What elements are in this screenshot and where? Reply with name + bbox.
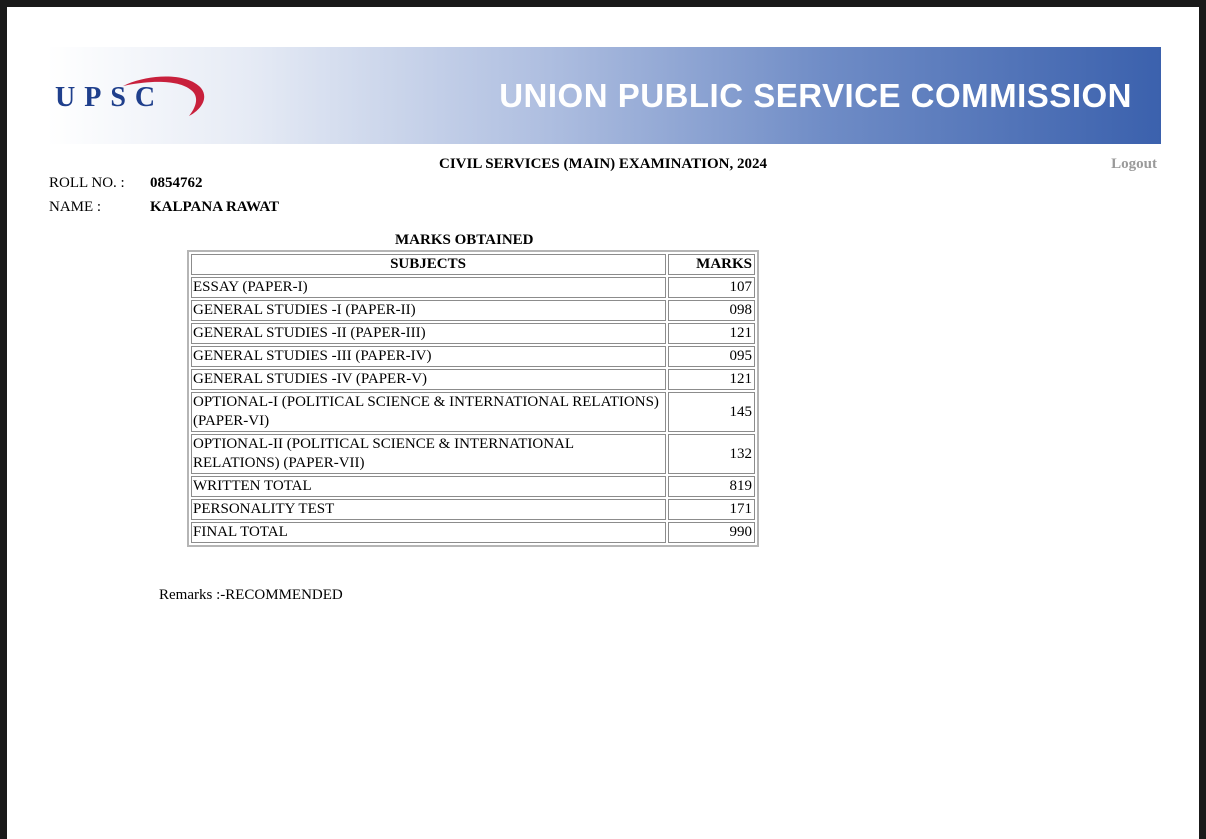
subject-cell: WRITTEN TOTAL <box>191 476 666 497</box>
marks-cell: 819 <box>668 476 755 497</box>
marks-cell: 132 <box>668 434 755 474</box>
name-value: KALPANA RAWAT <box>150 199 280 215</box>
table-header-row <box>191 254 755 275</box>
marks-cell: 990 <box>668 522 755 543</box>
table-row <box>191 522 755 543</box>
page <box>7 7 1199 839</box>
table-row <box>191 392 755 432</box>
table-row <box>191 499 755 520</box>
marks-cell: 098 <box>668 300 755 321</box>
marks-header: MARKS <box>668 254 755 275</box>
subject-cell: OPTIONAL-II (POLITICAL SCIENCE & INTERNATIONAL RELATIONS) (PAPER-VII) <box>191 434 666 474</box>
name-label: NAME : <box>49 199 102 215</box>
subject-cell: GENERAL STUDIES -I (PAPER-II) <box>191 300 666 321</box>
table-row <box>191 476 755 497</box>
subject-cell: GENERAL STUDIES -II (PAPER-III) <box>191 323 666 344</box>
subject-cell: OPTIONAL-I (POLITICAL SCIENCE & INTERNATIONAL RELATIONS) (PAPER-VI) <box>191 392 666 432</box>
subject-cell: GENERAL STUDIES -III (PAPER-IV) <box>191 346 666 367</box>
table-row <box>191 300 755 321</box>
marks-cell: 145 <box>668 392 755 432</box>
subject-cell: FINAL TOTAL <box>191 522 666 543</box>
roll-value: 0854762 <box>150 175 203 191</box>
marks-table <box>187 250 759 547</box>
upsc-logo: UPSC <box>55 82 165 113</box>
logout-link[interactable]: Logout <box>1111 156 1157 172</box>
subjects-header: SUBJECTS <box>191 254 666 275</box>
marks-cell: 095 <box>668 346 755 367</box>
marks-heading: MARKS OBTAINED <box>395 232 534 248</box>
marks-cell: 121 <box>668 369 755 390</box>
subject-cell: ESSAY (PAPER-I) <box>191 277 666 298</box>
logo-swoosh-icon <box>117 70 209 122</box>
subject-cell: PERSONALITY TEST <box>191 499 666 520</box>
marks-cell: 171 <box>668 499 755 520</box>
table-row <box>191 346 755 367</box>
marks-cell: 121 <box>668 323 755 344</box>
remarks: Remarks :-RECOMMENDED <box>159 587 343 603</box>
table-row <box>191 323 755 344</box>
table-row <box>191 434 755 474</box>
table-row <box>191 277 755 298</box>
subject-cell: GENERAL STUDIES -IV (PAPER-V) <box>191 369 666 390</box>
banner-title: UNION PUBLIC SERVICE COMMISSION <box>499 77 1132 114</box>
roll-label: ROLL NO. : <box>49 175 125 191</box>
table-row <box>191 369 755 390</box>
marks-cell: 107 <box>668 277 755 298</box>
exam-title: CIVIL SERVICES (MAIN) EXAMINATION, 2024 <box>439 156 767 172</box>
